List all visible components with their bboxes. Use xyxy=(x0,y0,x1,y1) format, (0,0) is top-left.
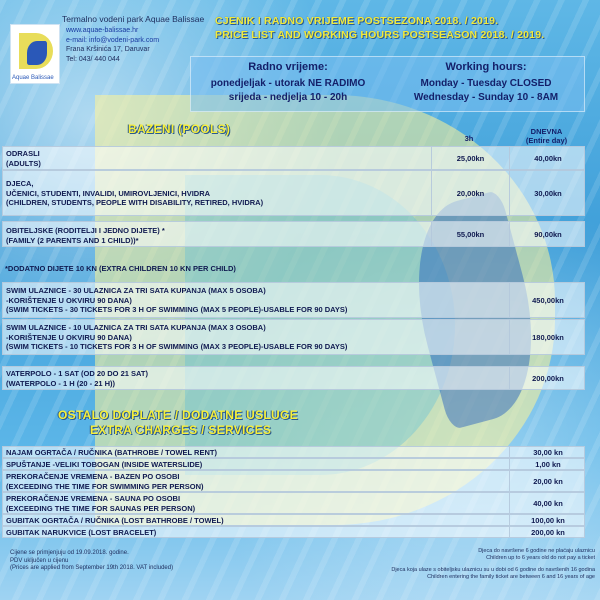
price-day: 40,00kn xyxy=(509,147,586,169)
working-hours-en: Working hours: Monday - Tuesday CLOSED Wednesday - Sunday 10 - 8AM xyxy=(413,61,559,103)
footer-validity-note: Cijene se primjenjuju od 19.09.2018. godine. PDV uključen u cijenu (Prices are applied from September 19th 2018. VAT included) xyxy=(10,550,174,571)
extras-heading-en: EXTRA CHARGES / SERVICES xyxy=(90,423,272,437)
price-row-waterpolo: VATERPOLO - 1 SAT (OD 20 DO 21 SAT) (WATERPOLO - 1 H (20 - 21 H)) 200,00kn xyxy=(2,366,585,390)
extra-row-time-swimming: PREKORAČENJE VREMENA - BAZEN PO OSOBI (EXCEEDING THE TIME FOR SWIMMING PER PERSON) 20,00 kn xyxy=(2,470,585,492)
price-day: 90,00kn xyxy=(509,222,586,246)
price-row-children: DJECA, UČENICI, STUDENTI, INVALIDI, UMIROVLJENICI, HVIDRA (CHILDREN, STUDENTS, PEOPLE WITH DISABILITY, RETIRED, HVIDRA) 20,00kn 30,00kn xyxy=(2,170,585,216)
column-header-day: DNEVNA (Entire day) xyxy=(525,127,568,145)
extra-row-waterslide: SPUŠTANJE -VELIKI TOBOGAN (INSIDE WATERSLIDE) 1,00 kn xyxy=(2,458,585,470)
extra-price: 30,00 kn xyxy=(509,447,586,457)
title-en: PRICE LIST AND WORKING HOURS POSTSEASON 2018. / 2019. xyxy=(215,29,545,41)
working-hours-hr: Radno vrijeme: ponedjeljak - utorak NE RADIMO srijeda - nedjelja 10 - 20h xyxy=(210,61,366,103)
price-ticket: 450,00kn xyxy=(509,283,586,317)
address: Frana Kršinića 17, Daruvar xyxy=(66,46,150,53)
price-ticket: 180,00kn xyxy=(509,320,586,354)
price-3h: 20,00kn xyxy=(431,171,509,215)
working-hours-panel xyxy=(190,56,585,112)
price-3h: 25,00kn xyxy=(431,147,509,169)
contact-info xyxy=(66,26,159,64)
price-ticket: 200,00kn xyxy=(509,367,586,389)
logo-brand: Aquae Balissae xyxy=(12,75,54,81)
phone: Tel: 043/ 440 044 xyxy=(66,55,120,63)
column-header-3h: 3h xyxy=(464,134,474,143)
price-row-adults: ODRASLI (ADULTS) 25,00kn 40,00kn xyxy=(2,146,585,170)
price-row-swim-10: SWIM ULAZNICE - 10 ULAZNICA ZA TRI SATA KUPANJA (MAX 3 OSOBA) -KORIŠTENJE U OKVIRU 90 DANA) (SWIM TICKETS - 10 TICKETS FOR 3 H OF SWIMMING (MAX 3 PEOPLE)-USABLE FOR 90 DAYS) 180,00kn xyxy=(2,319,585,355)
title-hr: CJENIK I RADNO VRIJEME POSTSEZONA 2018. / 2019. xyxy=(215,15,499,27)
price-row-family: OBITELJSKE (RODITELJI I JEDNO DIJETE) * (FAMILY (2 PARENTS AND 1 CHILD))* 55,00kn 90,00kn xyxy=(2,221,585,247)
extra-row-lost-bathrobe: GUBITAK OGRTAČA / RUČNIKA (LOST BATHROBE / TOWEL) 100,00 kn xyxy=(2,514,585,526)
logo-title: Termalno vodeni park Aquae Balissae xyxy=(62,14,205,24)
extra-child-note: *DODATNO DIJETE 10 KN (EXTRA CHILDREN 10 KN PER CHILD) xyxy=(5,264,236,273)
website-link[interactable]: www.aquae-balissae.hr xyxy=(66,27,139,34)
email-link[interactable]: e-mail: info@vodeni-park.com xyxy=(66,36,160,44)
logo-block xyxy=(8,6,205,92)
extra-row-bathrobe-rent: NAJAM OGRTAČA / RUČNIKA (BATHROBE / TOWEL RENT) 30,00 kn xyxy=(2,446,585,458)
page-title xyxy=(215,14,595,42)
extra-price: 1,00 kn xyxy=(509,459,586,469)
logo-icon xyxy=(10,24,60,84)
extra-price: 20,00 kn xyxy=(509,471,586,491)
price-day: 30,00kn xyxy=(509,171,586,215)
extra-price: 100,00 kn xyxy=(509,515,586,525)
extra-price: 200,00 kn xyxy=(509,527,586,537)
extra-price: 40,00 kn xyxy=(509,493,586,513)
price-3h: 55,00kn xyxy=(431,222,509,246)
extras-heading-hr: OSTALO DOPLATE / DODATNE USLUGE xyxy=(58,408,298,422)
price-row-swim-30: SWIM ULAZNICE - 30 ULAZNICA ZA TRI SATA KUPANJA (MAX 5 OSOBA) -KORIŠTENJE U OKVIRU 90 DANA) (SWIM TICKETS - 30 TICKETS FOR 3 H OF SWIMMING (MAX 5 PEOPLE)-USABLE FOR 90 DAYS) 450,00kn xyxy=(2,282,585,318)
extra-row-time-sauna: PREKORAČENJE VREMENA - SAUNA PO OSOBI (EXCEEDING THE TIME FOR SAUNAS PER PERSON) 40,00 kn xyxy=(2,492,585,514)
footer-children-note: Djeca do navršene 6 godine ne plaćaju ulaznicu Children up to 6 years old do not pay a ticket Djeca koja ulaze s obiteljsku ulaznicu su u dobi od 6 godine do navršenih 16 godina Children entering the family ticket are between 6 and 16 years of age xyxy=(391,548,595,580)
extra-row-lost-bracelet: GUBITAK NARUKVICE (LOST BRACELET) 200,00 kn xyxy=(2,526,585,538)
pools-heading: BAZENI (POOLS) xyxy=(128,122,231,136)
